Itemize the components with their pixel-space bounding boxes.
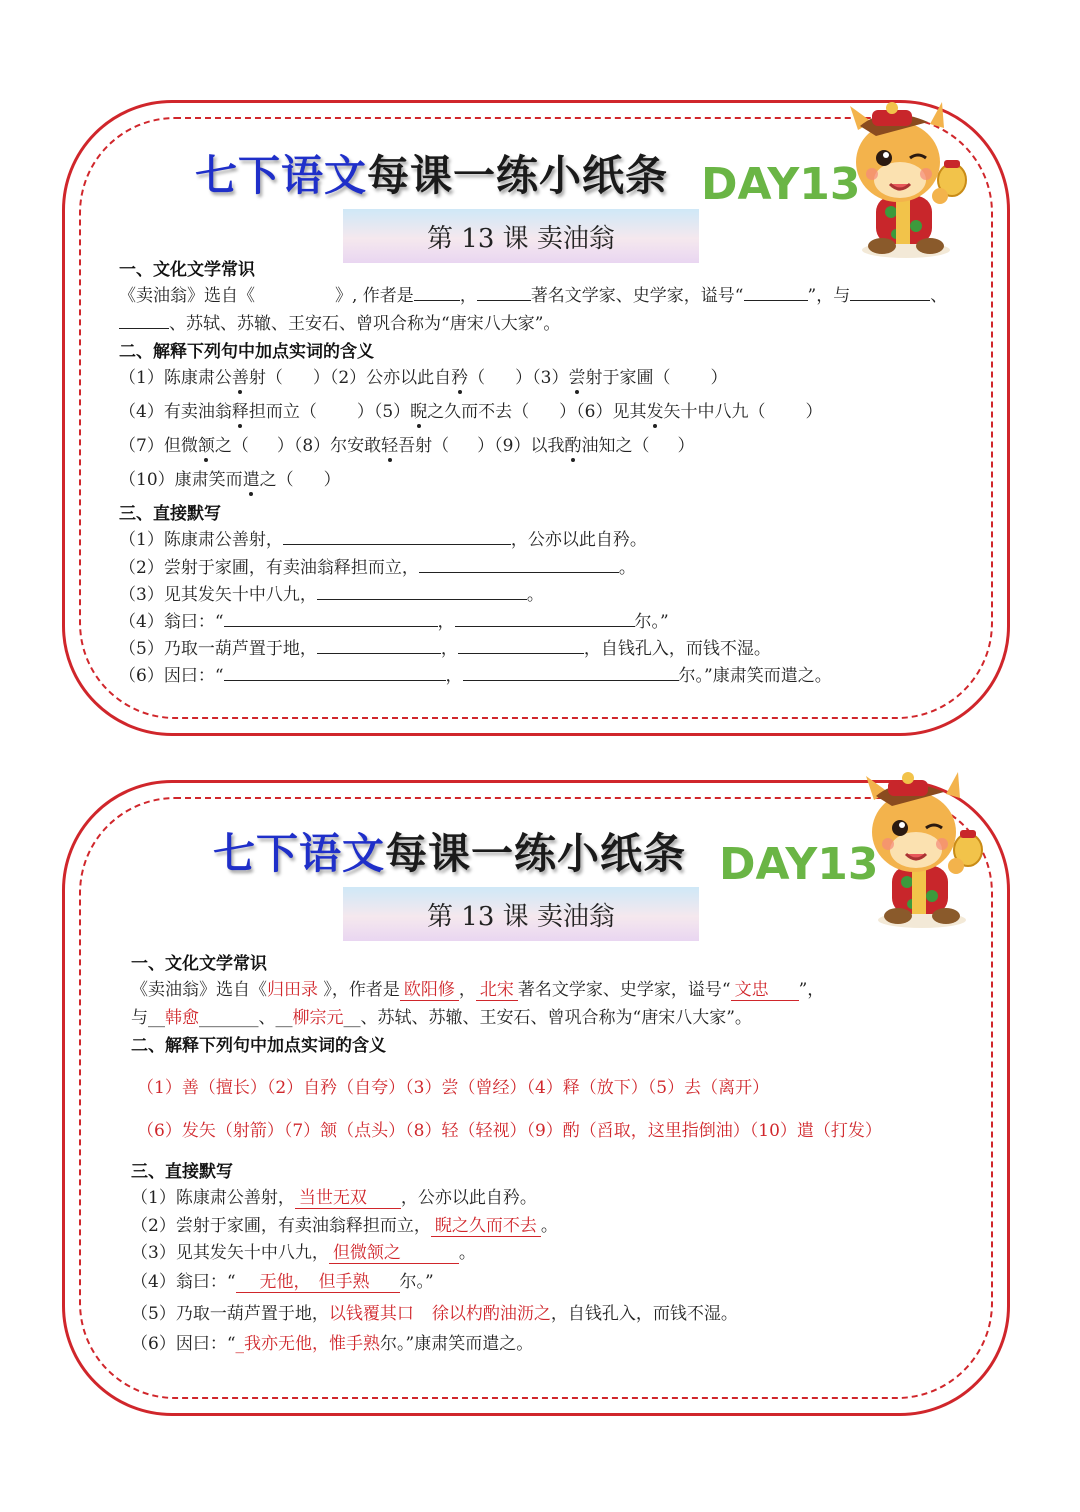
text-fragment: （4）翁曰：“ bbox=[119, 612, 224, 632]
recite-line-5 bbox=[119, 634, 771, 659]
text-fragment: 。 bbox=[458, 1243, 476, 1263]
blank[interactable] bbox=[463, 666, 679, 681]
text-fragment: 睨 bbox=[410, 402, 428, 422]
text-fragment: （10）康肃笑而 bbox=[119, 470, 243, 490]
text-fragment: ）（2）公亦以此自 bbox=[312, 368, 452, 388]
blank[interactable] bbox=[458, 639, 584, 654]
vocab-row-3 bbox=[119, 431, 694, 456]
blank[interactable] bbox=[419, 558, 619, 573]
text-fragment: 发 bbox=[646, 402, 664, 422]
text-fragment: 尝 bbox=[568, 368, 586, 388]
text-fragment: （1）陈康肃公善射， bbox=[131, 1188, 295, 1208]
recite-line-1 bbox=[131, 1183, 537, 1208]
text-fragment: 。 bbox=[540, 1216, 558, 1236]
recite-line-1 bbox=[119, 525, 647, 550]
text-fragment: （2）尝射于家圃，有卖油翁释担而立， bbox=[119, 558, 419, 578]
blank[interactable] bbox=[283, 530, 511, 545]
recite-line-4 bbox=[131, 1267, 434, 1292]
text-fragment: 睨之久而不去 bbox=[431, 1216, 541, 1237]
text-fragment: 文忠 bbox=[731, 980, 799, 1001]
text-fragment: ”，与 bbox=[807, 286, 851, 306]
text-fragment: 欧阳修 bbox=[400, 980, 459, 1001]
text-fragment: 但微颔之 bbox=[329, 1243, 459, 1264]
text-fragment: （6）因曰：“ bbox=[131, 1334, 236, 1354]
text-fragment: 著名文学家、史学家，谥号“ bbox=[530, 286, 744, 306]
text-fragment: （5）乃取一葫芦置于地， bbox=[119, 639, 317, 659]
text-fragment: ， bbox=[459, 286, 477, 306]
text-fragment: 但手熟 bbox=[315, 1272, 400, 1293]
blank[interactable] bbox=[850, 286, 930, 301]
text-fragment: （1）陈康肃公 bbox=[119, 368, 232, 388]
text-fragment: ）（8）尔安敢 bbox=[276, 436, 382, 456]
literature-line-1 bbox=[119, 281, 947, 306]
text-fragment: ，公亦以此自矜。 bbox=[510, 530, 647, 550]
text-fragment: 》, 作者是 bbox=[335, 286, 414, 306]
recite-line-2 bbox=[131, 1211, 558, 1236]
text-fragment: ） bbox=[805, 402, 823, 422]
blank[interactable] bbox=[317, 585, 527, 600]
text-fragment: ）（3） bbox=[515, 368, 569, 388]
text-fragment: 之（ bbox=[214, 436, 249, 456]
title-blue-part: 七下语文 bbox=[195, 151, 368, 200]
text-fragment: 之（ bbox=[259, 470, 294, 490]
text-fragment: 颔 bbox=[197, 436, 215, 456]
blank[interactable] bbox=[744, 286, 808, 301]
horse-mascot-icon bbox=[836, 100, 972, 260]
text-fragment: ，自钱孔入，而钱不湿。 bbox=[583, 639, 771, 659]
text-fragment: 尔。” bbox=[399, 1272, 434, 1292]
text-fragment: 》，作者是 bbox=[318, 980, 400, 1000]
text-fragment: ， bbox=[458, 980, 476, 1000]
text-fragment: __、苏轼、苏辙、王安石、曾巩合称为“唐宋八大家”。 bbox=[343, 1008, 752, 1028]
horse-mascot-icon bbox=[852, 770, 988, 930]
text-fragment: （7）但微 bbox=[119, 436, 198, 456]
text-fragment: 北宋 bbox=[476, 980, 518, 1001]
text-fragment: 以钱覆其口 bbox=[328, 1304, 414, 1324]
vocab-row-2 bbox=[119, 397, 822, 422]
text-fragment: （6）因曰：“ bbox=[119, 666, 224, 686]
text-fragment: ）（5） bbox=[356, 402, 411, 422]
recite-line-6 bbox=[119, 661, 832, 686]
text-fragment: ， bbox=[445, 666, 463, 686]
section-heading-recite: 三、直接默写 bbox=[119, 504, 221, 524]
text-fragment: 射于家圃（ bbox=[585, 368, 671, 388]
vocab-row-4 bbox=[119, 465, 341, 490]
day-label: DAY13 bbox=[719, 839, 879, 890]
text-fragment: ，公亦以此自矜。 bbox=[400, 1188, 537, 1208]
recite-line-5 bbox=[131, 1299, 738, 1324]
blank[interactable] bbox=[224, 666, 446, 681]
section-heading-recite: 三、直接默写 bbox=[131, 1162, 233, 1182]
text-fragment: 与__ bbox=[131, 1008, 165, 1028]
text-fragment: 《卖油翁》选自《 bbox=[131, 980, 267, 1000]
text-fragment: 归田录 bbox=[267, 980, 318, 1000]
text-fragment: 遣 bbox=[242, 470, 260, 490]
text-fragment: 徐以杓酌油沥之 bbox=[431, 1304, 551, 1324]
text-fragment: 轻 bbox=[381, 436, 399, 456]
text-fragment: 之久而不去（ bbox=[427, 402, 530, 422]
text-fragment: ） bbox=[677, 436, 695, 456]
text-fragment: 矢十中八九（ bbox=[663, 402, 766, 422]
recite-line-4 bbox=[119, 607, 669, 632]
text-fragment: ”， bbox=[798, 980, 825, 1000]
text-fragment: ， bbox=[440, 639, 458, 659]
text-fragment: 矜 bbox=[451, 368, 469, 388]
text-fragment: （1）陈康肃公善射， bbox=[119, 530, 283, 550]
text-fragment: （4）翁曰：“ bbox=[131, 1272, 236, 1292]
section-heading-vocab: 二、解释下列句中加点实词的含义 bbox=[131, 1036, 386, 1056]
text-fragment: 善 bbox=[231, 368, 249, 388]
text-fragment: （2）尝射于家圃，有卖油翁释担而立， bbox=[131, 1216, 431, 1236]
literature-line-2 bbox=[131, 1003, 752, 1028]
text-fragment: （3）见其发矢十中八九， bbox=[131, 1243, 329, 1263]
title-dark-part: 每课一练小纸条 bbox=[367, 151, 669, 200]
text-fragment: 、 bbox=[930, 286, 948, 306]
text-fragment: （3）见其发矢十中八九， bbox=[119, 585, 317, 605]
text-fragment: 柳宗元 bbox=[292, 1008, 344, 1028]
blank[interactable] bbox=[317, 639, 441, 654]
text-fragment: ，自钱孔入，而钱不湿。 bbox=[550, 1304, 738, 1324]
text-fragment: ） bbox=[323, 470, 341, 490]
recite-line-6 bbox=[131, 1329, 533, 1354]
section-heading-vocab: 二、解释下列句中加点实词的含义 bbox=[119, 342, 374, 362]
text-fragment: 著名文学家、史学家，谥号“ bbox=[517, 980, 731, 1000]
recite-line-3 bbox=[119, 580, 544, 605]
text-fragment: ， bbox=[437, 612, 455, 632]
recite-line-3 bbox=[131, 1238, 476, 1263]
text-fragment: 尔。” bbox=[634, 612, 669, 632]
text-fragment: 当世无双 bbox=[295, 1188, 401, 1209]
page-title bbox=[195, 143, 668, 203]
text-fragment: 。 bbox=[526, 585, 544, 605]
lesson-banner: 第 13 课 卖油翁 bbox=[343, 887, 699, 941]
text-fragment: 韩愈 bbox=[165, 1008, 199, 1028]
text-fragment: 《卖油翁》选自《 bbox=[119, 286, 255, 306]
vocab-answers-row-1: （1）善（擅长）（2）自矜（自夸）（3）尝（曾经）（4）释（放下）（5）去（离开） bbox=[137, 1078, 770, 1098]
text-fragment: _______、__ bbox=[199, 1008, 293, 1028]
blank[interactable] bbox=[119, 314, 169, 329]
text-fragment: 、苏轼、苏辙、王安石、曾巩合称为“唐宋八大家”。 bbox=[169, 314, 561, 334]
day-label: DAY13 bbox=[701, 159, 861, 210]
title-blue-part: 七下语文 bbox=[213, 829, 386, 878]
text-fragment: 尔。”康肃笑而遣之。 bbox=[380, 1334, 534, 1354]
literature-line-1 bbox=[131, 975, 824, 1000]
blank[interactable] bbox=[414, 286, 460, 301]
text-fragment: 射（ bbox=[248, 368, 283, 388]
text-fragment: _我亦无他，惟手熟 bbox=[235, 1334, 381, 1354]
text-fragment: 油知之（ bbox=[581, 436, 650, 456]
text-fragment: 释 bbox=[231, 402, 249, 422]
blank[interactable] bbox=[224, 612, 438, 627]
title-dark-part: 每课一练小纸条 bbox=[385, 829, 687, 878]
text-fragment: 酌 bbox=[564, 436, 582, 456]
text-fragment: ）（9）以我 bbox=[477, 436, 565, 456]
vocab-row-1 bbox=[119, 363, 727, 388]
text-fragment: （ bbox=[468, 368, 486, 388]
literature-line-2 bbox=[119, 309, 560, 334]
page-title bbox=[213, 821, 686, 881]
text-fragment: ） bbox=[710, 368, 728, 388]
text-fragment: 无他， bbox=[236, 1272, 315, 1293]
text-fragment: ）（6）见其 bbox=[559, 402, 647, 422]
text-fragment: 。 bbox=[618, 558, 636, 578]
vocab-answers-row-2: （6）发矢（射箭）（7）颔（点头）（8）轻（轻视）（9）酌（舀取，这里指倒油）（10）遣（打发） bbox=[137, 1121, 882, 1141]
text-fragment: 吾射（ bbox=[398, 436, 450, 456]
text-fragment: （4）有卖油翁 bbox=[119, 402, 232, 422]
section-heading-literature: 一、文化文学常识 bbox=[131, 954, 267, 974]
section-heading-literature: 一、文化文学常识 bbox=[119, 260, 255, 280]
blank[interactable] bbox=[455, 612, 635, 627]
text-fragment: 尔。”康肃笑而遣之。 bbox=[678, 666, 832, 686]
text-fragment: （5）乃取一葫芦置于地， bbox=[131, 1304, 329, 1324]
recite-line-2 bbox=[119, 553, 636, 578]
blank[interactable] bbox=[477, 286, 531, 301]
lesson-banner: 第 13 课 卖油翁 bbox=[343, 209, 699, 263]
text-fragment: 担而立（ bbox=[248, 402, 317, 422]
